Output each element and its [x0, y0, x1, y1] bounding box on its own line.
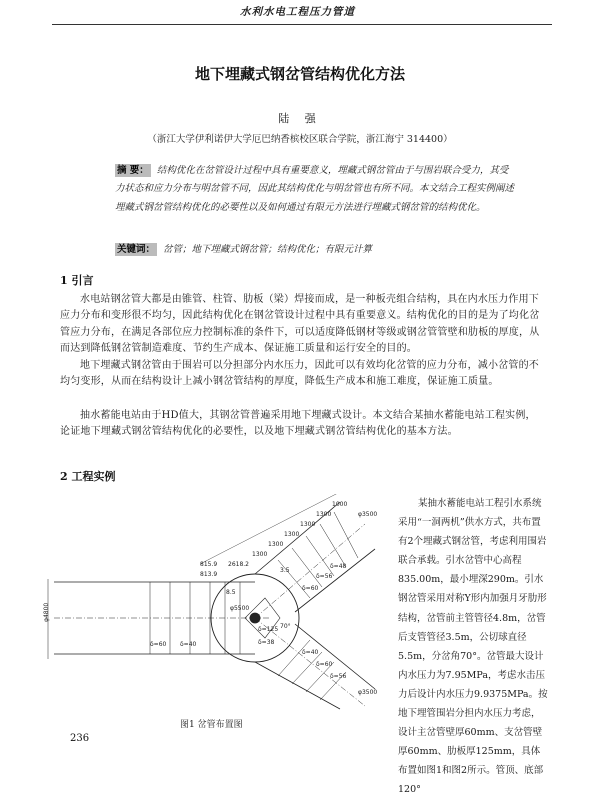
section2-heading: 2 工程实例 — [60, 470, 116, 483]
running-header: 水利水电工程压力管道 — [240, 6, 355, 18]
keywords — [115, 243, 515, 257]
small-label-12: δ=48 — [330, 563, 347, 570]
small-label-3: 3.5 — [280, 567, 290, 574]
figure-caption: 图1 岔管布置图 — [180, 720, 243, 730]
page-number: 236 — [70, 733, 90, 744]
small-label-14: δ=60 — [316, 661, 333, 668]
small-label-8: δ=38 — [258, 639, 275, 646]
small-label-15: δ=56 — [330, 673, 347, 680]
abstract — [115, 162, 515, 217]
small-label-7: δ=125 — [258, 626, 279, 633]
small-label-2: 8.5 — [226, 589, 236, 596]
keywords-text: 岔管；地下埋藏式钢岔管；结构优化；有限元计算 — [163, 244, 373, 255]
small-label-13: δ=40 — [302, 649, 319, 656]
figure-1 — [40, 494, 395, 720]
paper-title: 地下埋藏式钢岔管结构优化方法 — [194, 65, 405, 83]
dim-top-2: 1300 — [268, 541, 284, 548]
section1-heading: 1 引言 — [60, 274, 94, 287]
dim-top-0: 2618.2 — [228, 561, 249, 568]
section1-paragraph-3: 抽水蓄能电站由于HD值大，其钢岔管普遍采用地下埋藏式设计。本文结合某抽水蓄能电站工程实例，论证地下埋藏式钢岔管结构优化的必要性，以及地下埋藏式钢岔管结构优化的基本方法。 — [60, 410, 536, 438]
dim-main-diameter: φ4800 — [43, 602, 50, 622]
small-label-1: 813.9 — [200, 571, 218, 578]
section1-paragraph-2: 地下埋藏式钢岔管由于围岩可以分担部分内水压力，因此可以有效均化岔管的应力分布，减小岔管的不均匀变形，从而在结构设计上减小钢岔管结构的厚度，降低生产成本和施工难度，保证施工质量。 — [60, 360, 539, 388]
small-label-0: 815.9 — [200, 561, 218, 568]
small-label-10: δ=60 — [302, 585, 319, 592]
small-label-4: φ5500 — [230, 605, 250, 612]
keywords-label: 关键词： — [117, 244, 156, 255]
dim-top-3: 1300 — [284, 531, 300, 538]
header-rule — [52, 24, 552, 25]
section2-text: 某抽水蓄能电站工程引水系统采用“一洞两机”供水方式，共布置有2个埋藏式钢岔管，考虑利用围岩联合承载。引水岔管中心高程835.00m，最小埋深290m。引水钢岔管采用对称Y形内加强月牙肋形结构，岔管前主管管径4.8m，岔管后支管管径3.5m，公切球直径5.5m，分岔角70°。岔管最大设计内水压力为7.95MPa，考虑水击压力后设计内水压力9.9375MPa。按地下埋管围岩分担内水压力考虑，设计主岔管壁厚60mm、支岔管壁厚60mm、肋板厚125mm，具体布置如图1和图2所示。管顶、底部120° — [398, 498, 548, 796]
author: 陆 强 — [278, 112, 322, 125]
abstract-text: 结构优化在岔管设计过程中具有重要意义，埋藏式钢岔管由于与围岩联合受力，其受力状态和应力分布与明岔管不同，因此其结构优化与明岔管也有所不同。本文结合工程实例阐述埋藏式钢岔管结构优化的必要性以及如何通过有限元方法进行埋藏式钢岔管的结构优化。 — [115, 165, 515, 213]
dim-top-6: 1000 — [332, 501, 348, 508]
affiliation: （浙江大学伊利诺伊大学厄巴纳香槟校区联合学院，浙江海宁 314400） — [147, 134, 453, 145]
abstract-label: 摘 要： — [117, 165, 149, 176]
small-label-11: δ=56 — [316, 573, 333, 580]
section1-paragraph-1: 水电站钢岔管大都是由锥管、柱管、肋板（梁）焊接而成，是一种板壳组合结构，具在内水压力作用下应力分布和变形很不均匀，因此结构优化在钢岔管设计过程中具有重要意义。结构优化的目的是为了均化岔管应力分布，在满足各部位应力控制标准的条件下，可以适度降低钢材等级或钢岔管管壁和肋板的厚度，从而达到降低钢岔管制造难度、节约生产成本、保证施工质量和运行安全的目的。 — [60, 294, 540, 355]
dim-top-5: 1300 — [316, 511, 332, 518]
dim-top-1: 1300 — [252, 551, 268, 558]
dim-lower-branch: φ3500 — [358, 689, 378, 696]
bifurcation-drawing — [40, 494, 395, 716]
dim-upper-branch: φ3500 — [358, 511, 378, 518]
small-label-5: 70° — [280, 623, 291, 630]
dim-top-4: 1300 — [300, 521, 316, 528]
small-label-9: δ=40 — [180, 641, 197, 648]
small-label-6: δ=60 — [150, 641, 167, 648]
